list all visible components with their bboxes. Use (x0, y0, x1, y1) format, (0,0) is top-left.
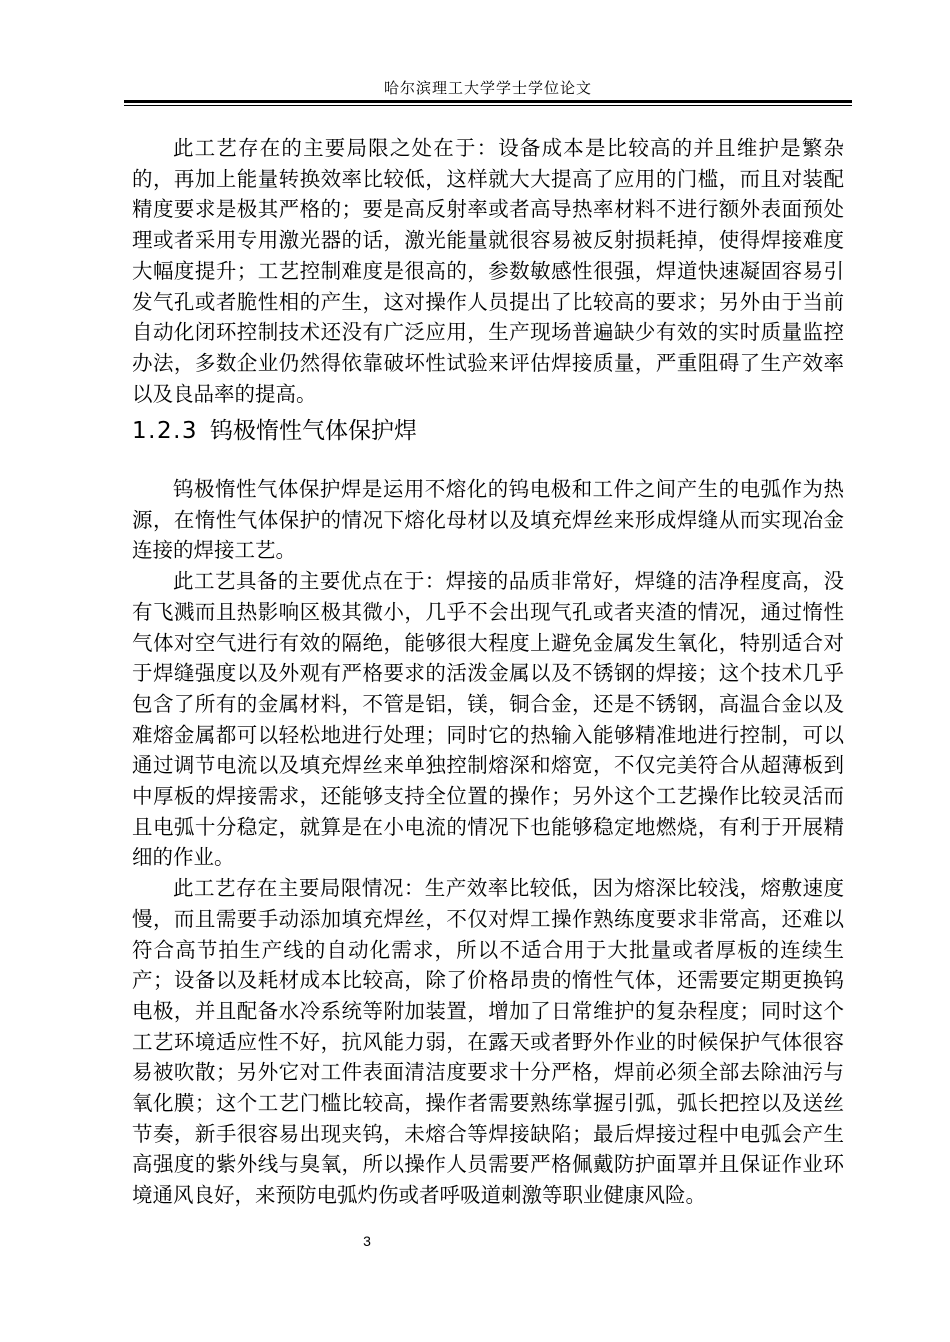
section-number: 1.2.3 (132, 418, 199, 444)
paragraph-advantages: 此工艺具备的主要优点在于：焊接的品质非常好，焊缝的洁净程度高，没有飞溅而且热影响区极其微小，几乎不会出现气孔或者夹渣的情况，通过惰性气体对空气进行有效的隔绝，能够很大程度上避免金属发生氧化，特别适合对于焊缝强度以及外观有严格要求的活泼金属以及不锈钢的焊接；这个技术几乎包含了所有的金属材料，不管是铝，镁，铜合金，还是不锈钢，高温合金以及难熔金属都可以轻松地进行处理；同时它的热输入能够精准地进行控制，可以通过调节电流以及填充焊丝来单独控制熔深和熔宽，不仅完美符合从超薄板到中厚板的焊接需求，还能够支持全位置的操作；另外这个工艺操作比较灵活而且电弧十分稳定，就算是在小电流的情况下也能够稳定地燃烧，有利于开展精细的作业。 (132, 569, 844, 870)
paragraph-definition: 钨极惰性气体保护焊是运用不熔化的钨电极和工件之间产生的电弧作为热源，在惰性气体保护的情况下熔化母材以及填充焊丝来形成焊缝从而实现冶金连接的焊接工艺。 (132, 477, 844, 563)
section-heading (132, 415, 417, 447)
header-rule-thin (124, 105, 852, 106)
page-number: 3 (363, 1233, 371, 1249)
section-title: 钨极惰性气体保护焊 (210, 418, 418, 444)
body-text-top (132, 133, 844, 409)
header-rule-thick (124, 100, 852, 103)
paragraph-limitations-laser: 此工艺存在的主要局限之处在于：设备成本是比较高的并且维护是繁杂的，再加上能量转换效率比较低，这样就大大提高了应用的门槛，而且对装配精度要求是极其严格的；要是高反射率或者高导热率材料不进行额外表面预处理或者采用专用激光器的话，激光能量就很容易被反射损耗掉，使得焊接难度大幅度提升；工艺控制难度是很高的，参数敏感性很强，焊道快速凝固容易引发气孔或者脆性相的产生，这对操作人员提出了比较高的要求；另外由于当前自动化闭环控制技术还没有广泛应用，生产现场普遍缺少有效的实时质量监控办法，多数企业仍然得依靠破坏性试验来评估焊接质量，严重阻碍了生产效率以及良品率的提高。 (132, 136, 844, 406)
running-header: 哈尔滨理工大学学士学位论文 (383, 79, 592, 97)
paragraph-limitations-tig: 此工艺存在主要局限情况：生产效率比较低，因为熔深比较浅，熔敷速度慢，而且需要手动添加填充焊丝，不仅对焊工操作熟练度要求非常高，还难以符合高节拍生产线的自动化需求，所以不适合用于大批量或者厚板的连续生产；设备以及耗材成本比较高，除了价格昂贵的惰性气体，还需要定期更换钨电极，并且配备水冷系统等附加装置，增加了日常维护的复杂程度；同时这个工艺环境适应性不好，抗风能力弱，在露天或者野外作业的时候保护气体很容易被吹散；另外它对工件表面清洁度要求十分严格，焊前必须全部去除油污与氧化膜；这个工艺门槛比较高，操作者需要熟练掌握引弧，弧长把控以及送丝节奏，新手很容易出现夹钨，未熔合等焊接缺陷；最后焊接过程中电弧会产生高强度的紫外线与臭氧，所以操作人员需要严格佩戴防护面罩并且保证作业环境通风良好，来预防电弧灼伤或者呼吸道刺激等职业健康风险。 (132, 876, 844, 1208)
body-text-section (132, 474, 844, 1211)
